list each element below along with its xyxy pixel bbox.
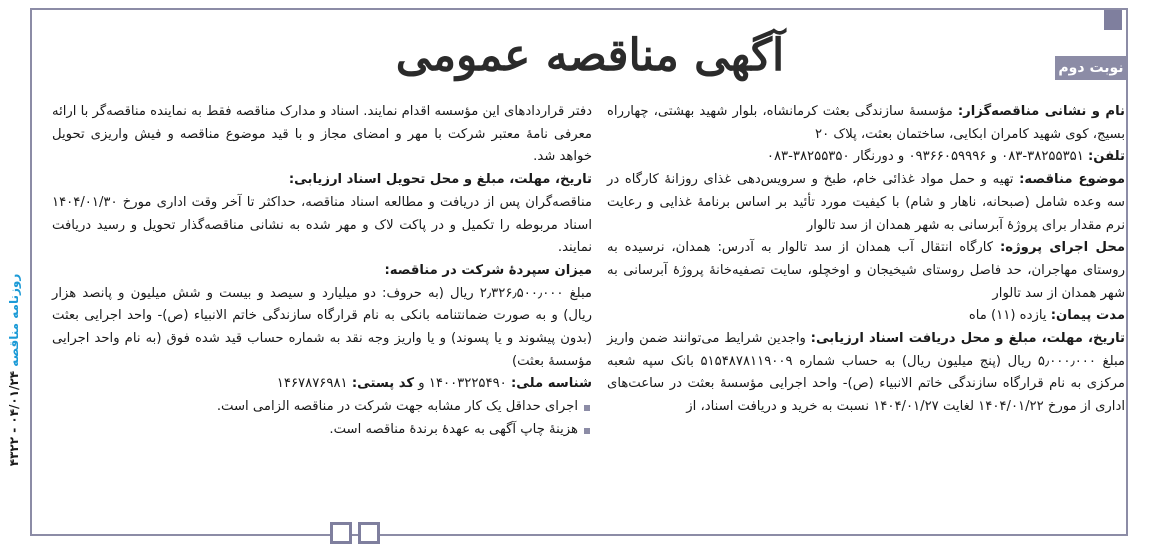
paragraph (607, 328, 1125, 419)
section-heading (52, 169, 592, 192)
paragraph (52, 283, 592, 374)
paragraph-text: مؤسسهٔ سازندگی بعثت کرمانشاه، بلوار شهید بهشتی، چهارراه بسیج، کوی شهید کامران ابکایی، ساختمان بعثت، پلاک ۲۰ (607, 104, 1125, 142)
footer-ornament (330, 522, 390, 548)
newspaper-brand: روزنامه مناقصه (7, 273, 21, 367)
paragraph-text: مبلغ ۲٫۳۲۶٫۵۰۰٫۰۰۰ ریال (به حروف: دو میلیارد و سیصد و بیست و شش میلیون و پانصد هزار ریال) و به صورت ضمانتنامه بانکی به نام قرارگاه سازندگی خاتم الانبیاء (ص)- واحد اجرایی بعثت (بدون پیشوند و یا پسوند) و یا واریز وجه نقد به شماره حساب قید شده فوق (به نام واحد اجرایی مؤسسهٔ بعثت) (52, 285, 592, 369)
national-id-value: ۱۴۰۰۳۲۲۵۴۹۰ و (414, 376, 511, 392)
list-item-text: هزینهٔ چاپ آگهی به عهدهٔ برندهٔ مناقصه است. (329, 421, 578, 437)
edition-badge: نوبت دوم (1055, 56, 1127, 80)
issue-number: ۰۴/۰۱/۲۴ - ۴۳۲۲ (7, 370, 21, 467)
square-icon (330, 522, 352, 544)
paragraph-label: موضوع مناقصه: (1019, 172, 1125, 188)
paragraph-text: واجدین شرایط می‌توانند ضمن واریز مبلغ ۵٫۰۰۰٫۰۰۰ ریال (پنج میلیون ریال) به حساب شماره ۵۱۵۴۸۷۸۱۱۹۰۰۹ بانک سپه شعبه مرکزی به نام قرارگاه سازندگی خاتم الانبیاء (ص)- واحد اجرایی مؤسسهٔ بعثت در ساعت‌های اداری از مورخ ۱۴۰۴/۰۱/۲۲ لغایت ۱۴۰۴/۰۱/۲۷ نسبت به خرید و دریافت اسناد، از (607, 331, 1125, 415)
postal-code-label: کد پستی: (351, 376, 415, 392)
paragraph (607, 169, 1125, 237)
national-id-label: شناسه ملی: (510, 376, 592, 392)
paragraph-text: کارگاه انتقال آب همدان از سد تالوار به آدرس: همدان، نرسیده به روستای مهاجران، حد فاصل روستای شیخیجان و اوخچلو، سایت تصفیه‌خانهٔ پروژهٔ آبرسانی به شهر همدان از سد تالوار (607, 240, 1125, 301)
paragraph-text: ۳۸۲۵۵۳۵۱-۰۸۳ و ۰۹۳۶۶۰۵۹۹۹۶ و دورنگار ۳۸۲۵۵۳۵۰-۰۸۳ (766, 149, 1089, 165)
paragraph (607, 146, 1125, 169)
paragraph-label: تاریخ، مهلت، مبلغ و محل تحویل اسناد ارزیابی: (288, 172, 592, 188)
list-item (52, 396, 592, 419)
list-item (52, 419, 592, 442)
paragraph-label: تلفن: (1088, 149, 1125, 165)
paragraph-label: میزان سپردهٔ شرکت در مناقصه: (384, 262, 592, 278)
section-heading (52, 260, 592, 283)
right-column (607, 101, 1125, 419)
side-caption-text (7, 274, 21, 467)
paragraph-label: مدت پیمان: (1050, 308, 1125, 324)
ids-line (52, 373, 592, 396)
paragraph (52, 192, 592, 260)
paragraph (52, 101, 592, 169)
page-title: آگهی مناقصه عمومی (395, 30, 785, 81)
corner-tab (1104, 10, 1122, 30)
paragraph-label: نام و نشانی مناقصه‌گزار: (957, 104, 1125, 119)
paragraph (607, 305, 1125, 328)
paragraph-text: تهیه و حمل مواد غذائی خام، طبخ و سرویس‌دهی غذای روزانهٔ کارگاه در سه وعده شامل (صبحانه، ناهار و شام) با کیفیت مورد تأئید بر اساس برنامهٔ غذایی و رعایت نرم مقدار برای پروژهٔ آبرسانی به شهر همدان از سد تالوار (607, 172, 1125, 233)
paragraph-text: مناقصه‌گران پس از دریافت و مطالعه اسناد مناقصه، حداکثر تا آخر وقت اداری مورخ ۱۴۰۴/۰۱/۳۰ اسناد مربوطه را تکمیل و در پاکت لاک و مهر شده به نشانی مناقصه‌گذار تحویل و رسید دریافت نمایند. (52, 194, 592, 256)
list-item-text: اجرای حداقل یک کار مشابه جهت شرکت در مناقصه الزامی است. (216, 399, 578, 415)
square-icon (358, 522, 380, 544)
paragraph (607, 237, 1125, 305)
paragraph (607, 101, 1125, 146)
paragraph-label: تاریخ، مهلت، مبلغ و محل دریافت اسناد ارزیابی: (810, 331, 1126, 347)
left-column (52, 101, 592, 442)
paragraph-text: یازده (۱۱) ماه (968, 308, 1051, 324)
paragraph-text: دفتر قراردادهای این مؤسسه اقدام نمایند. اسناد و مدارک مناقصه فقط به نماینده مناقصه‌گر با ارائه معرفی نامهٔ معتبر شرکت با مهر و امضای مجاز و با قید موضوع مناقصه و فیش واریزی تحویل خواهد شد. (52, 104, 592, 165)
paragraph-label: محل اجرای پروژه: (1000, 240, 1125, 256)
postal-code-value: ۱۴۶۷۸۷۶۹۸۱ (276, 376, 352, 392)
